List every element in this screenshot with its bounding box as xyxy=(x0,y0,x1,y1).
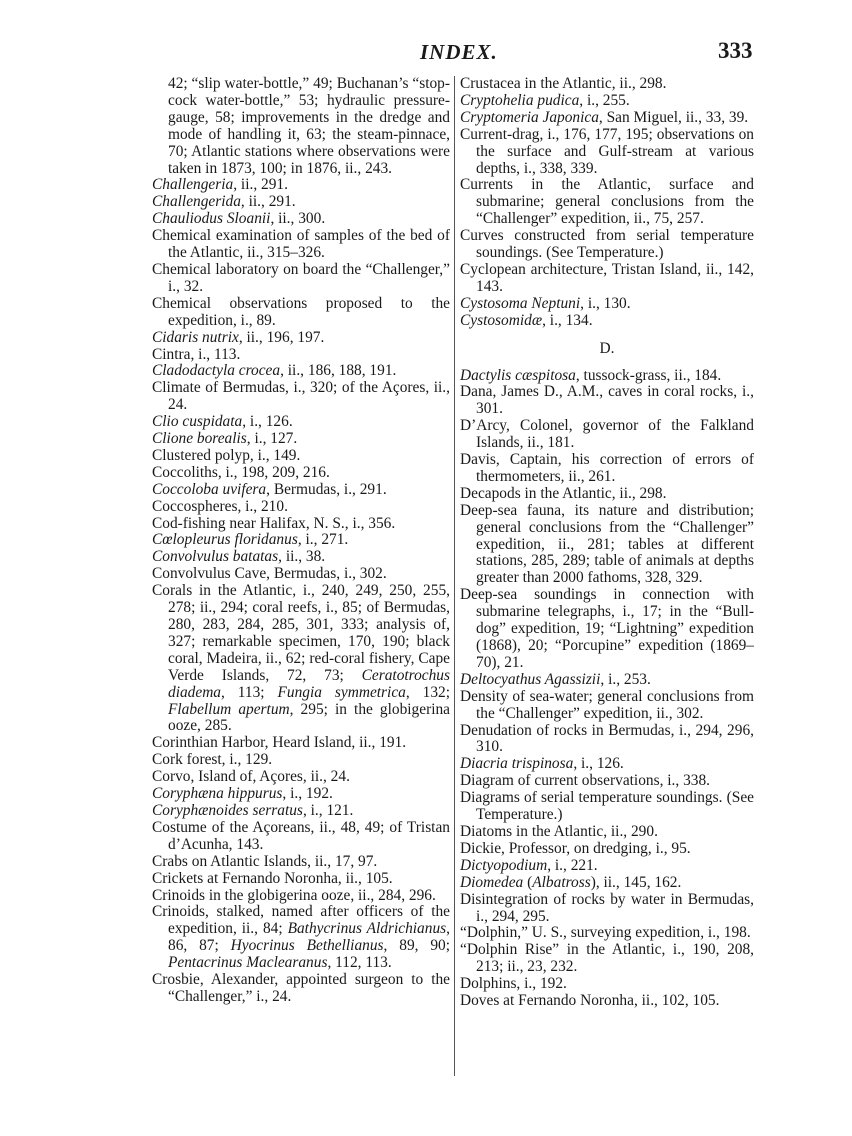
index-entry: Coccoliths, i., 198, 209, 216. xyxy=(152,463,330,481)
index-entry: Cyclopean architecture, Tristan Island, ii., 142, 143. xyxy=(460,260,754,295)
index-entry: Davis, Captain, his correction of errors of thermometers, ii., 261. xyxy=(460,451,754,485)
index-entry: Chauliodus Sloanii, ii., 300. xyxy=(152,210,326,228)
index-entry: Denudation of rocks in Bermudas, i., 294, 296, 310. xyxy=(460,721,754,756)
index-entry: Curves constructed from serial temperature soundings. (See Temperature.) xyxy=(460,227,754,262)
index-entry: Cœlopleurus floridanus, i., 271. xyxy=(152,531,349,549)
index-entry: “Dolphin Rise” in the Atlantic, i., 190, 208, 213; ii., 23, 232. xyxy=(460,941,754,976)
index-entry: Crustacea in the Atlantic, ii., 298. xyxy=(460,75,667,92)
running-title: INDEX. xyxy=(420,40,498,64)
index-entry: Density of sea-water; general conclusions from the “Challenger” expedition, ii., 302. xyxy=(460,687,754,722)
index-entry: Crosbie, Alexander, appointed surgeon to the “Challenger,” i., 24. xyxy=(152,971,450,1005)
index-entry: Cladodactyla crocea, ii., 186, 188, 191. xyxy=(152,362,397,380)
index-entry: Currents in the Atlantic, surface and submarine; general conclusions from the “Challenger” expedition, ii., 75, 257. xyxy=(460,176,754,228)
index-entry: Crickets at Fernando Noronha, ii., 105. xyxy=(152,869,393,887)
index-entry: Corvo, Island of, Açores, ii., 24. xyxy=(152,768,350,786)
index-entry: Deep-sea fauna, its nature and distribution; general conclusions from the “Challenger” expedition, ii., 281; tables at different stations, 285, 289; table of animals at depths greater than 2000 fathoms, 328, 329. xyxy=(460,501,754,587)
index-entry: Crabs on Atlantic Islands, ii., 17, 97. xyxy=(152,852,378,870)
index-entry: Chemical observations proposed to the expedition, i., 89. xyxy=(152,294,450,329)
index-entry: Challengerida, ii., 291. xyxy=(152,193,296,211)
index-entry: Corinthian Harbor, Heard Island, ii., 191. xyxy=(152,734,407,752)
index-entry: Dactylis cæspitosa, tussock-grass, ii., 184. xyxy=(460,366,722,384)
index-entry: Challengeria, ii., 291. xyxy=(152,176,288,194)
index-entry: Deltocyathus Agassizii, i., 253. xyxy=(460,670,651,688)
index-entry: Clione borealis, i., 127. xyxy=(152,430,298,448)
page-header xyxy=(0,38,852,68)
index-entry: D’Arcy, Colonel, governor of the Falkland Islands, ii., 181. xyxy=(460,417,754,452)
index-entry: Doves at Fernando Noronha, ii., 102, 105. xyxy=(460,992,720,1010)
index-entry: Clio cuspidata, i., 126. xyxy=(152,413,293,431)
index-entry: Convolvulus batatas, ii., 38. xyxy=(152,548,326,566)
left-column xyxy=(152,76,450,1006)
page-number: 333 xyxy=(718,38,753,63)
index-entry: Diacria trispinosa, i., 126. xyxy=(460,755,624,773)
index-entry: Climate of Bermudas, i., 320; of the Açores, ii., 24. xyxy=(152,379,450,414)
column-divider xyxy=(454,76,455,1076)
index-entry: Cintra, i., 113. xyxy=(152,345,241,363)
index-entry: Cork forest, i., 129. xyxy=(152,751,273,769)
index-entry: Diatoms in the Atlantic, ii., 290. xyxy=(460,822,658,840)
index-entry: Cystosomidæ, i., 134. xyxy=(460,311,593,329)
index-entry: Coryphæna hippurus, i., 192. xyxy=(152,785,333,803)
index-entry: Decapods in the Atlantic, ii., 298. xyxy=(460,484,667,502)
index-entry: Dana, James D., A.M., caves in coral rocks, i., 301. xyxy=(460,383,754,418)
index-entry: Coccoloba uvifera, Bermudas, i., 291. xyxy=(152,480,387,498)
index-entry: Cystosoma Neptuni, i., 130. xyxy=(460,294,631,312)
index-entry: Dolphins, i., 192. xyxy=(460,975,567,993)
index-entry: Corals in the Atlantic, i., 240, 249, 250, 255, 278; ii., 294; coral reefs, i., 85; of Bermudas, 280, 283, 284, 285, 301, 333; analysis of, 327; remarkable specimen, 170, 190; black coral, Madeira, ii., 62; red-coral fishery, Cape Verde Islands, 72, 73; Ceratotrochus diadema, 113; Fungia symmetrica, 132; Flabellum apertum, 295; in the globigerina ooze, 285. xyxy=(152,582,451,735)
index-entry: Crinoids in the globigerina ooze, ii., 284, 296. xyxy=(152,886,436,904)
index-entry: Coccospheres, i., 210. xyxy=(152,497,288,515)
index-entry: Dickie, Professor, on dredging, i., 95. xyxy=(460,839,691,857)
index-entry: “Dolphin,” U. S., surveying expedition, i., 198. xyxy=(460,924,751,942)
index-entry: Chemical laboratory on board the “Challenger,” i., 32. xyxy=(152,260,450,295)
index-entry: Cidaris nutrix, ii., 196, 197. xyxy=(152,328,325,346)
index-entry: Crinoids, stalked, named after officers of the expedition, ii., 84; Bathycrinus Aldrichianus, 86, 87; Hyocrinus Bethellianus, 89, 90; Pentacrinus Maclearanus, 112, 113. xyxy=(152,903,451,972)
index-entry: Deep-sea soundings in connection with submarine telegraphs, i., 17; in the “Bull-dog” expedition, 19; “Lightning” expedition (1868), 20; “Porcupine” expedition (1869–70), 21. xyxy=(460,586,754,671)
index-entry: Diagram of current observations, i., 338. xyxy=(460,772,711,790)
index-entry: Cryptomeria Japonica, San Miguel, ii., 33, 39. xyxy=(460,108,749,126)
index-entry: Diagrams of serial temperature soundings. (See Temperature.) xyxy=(460,789,754,824)
index-entry: Clustered polyp, i., 149. xyxy=(152,446,301,464)
index-entry: 42; “slip water-bottle,” 49; Buchanan’s “stop-cock water-bottle,” 53; hydraulic pressure-gauge, 58; improvements in the dredge and mode of handling it, 63; the steam-pinnace, 70; Atlantic stations where observations were taken in 1873, 100; in 1876, ii., 243. xyxy=(168,75,450,177)
index-entry: Convolvulus Cave, Bermudas, i., 302. xyxy=(152,565,387,583)
index-entry: Dictyopodium, i., 221. xyxy=(460,856,598,874)
index-entry: Cryptohelia pudica, i., 255. xyxy=(460,91,630,109)
index-entry: Disintegration of rocks by water in Bermudas, i., 294, 295. xyxy=(460,890,754,925)
section-letter: D. xyxy=(599,339,615,357)
right-column xyxy=(460,76,754,1010)
index-entry: Cod-fishing near Halifax, N. S., i., 356. xyxy=(152,514,396,532)
index-entry: Costume of the Açoreans, ii., 48, 49; of Tristan d’Acunha, 143. xyxy=(152,818,450,853)
index-entry: Diomedea (Albatross), ii., 145, 162. xyxy=(460,873,682,891)
index-entry: Current-drag, i., 176, 177, 195; observations on the surface and Gulf-stream at various depths, i., 338, 339. xyxy=(460,125,754,177)
index-entry: Coryphænoides serratus, i., 121. xyxy=(152,801,354,819)
index-entry: Chemical examination of samples of the bed of the Atlantic, ii., 315–326. xyxy=(152,227,450,262)
